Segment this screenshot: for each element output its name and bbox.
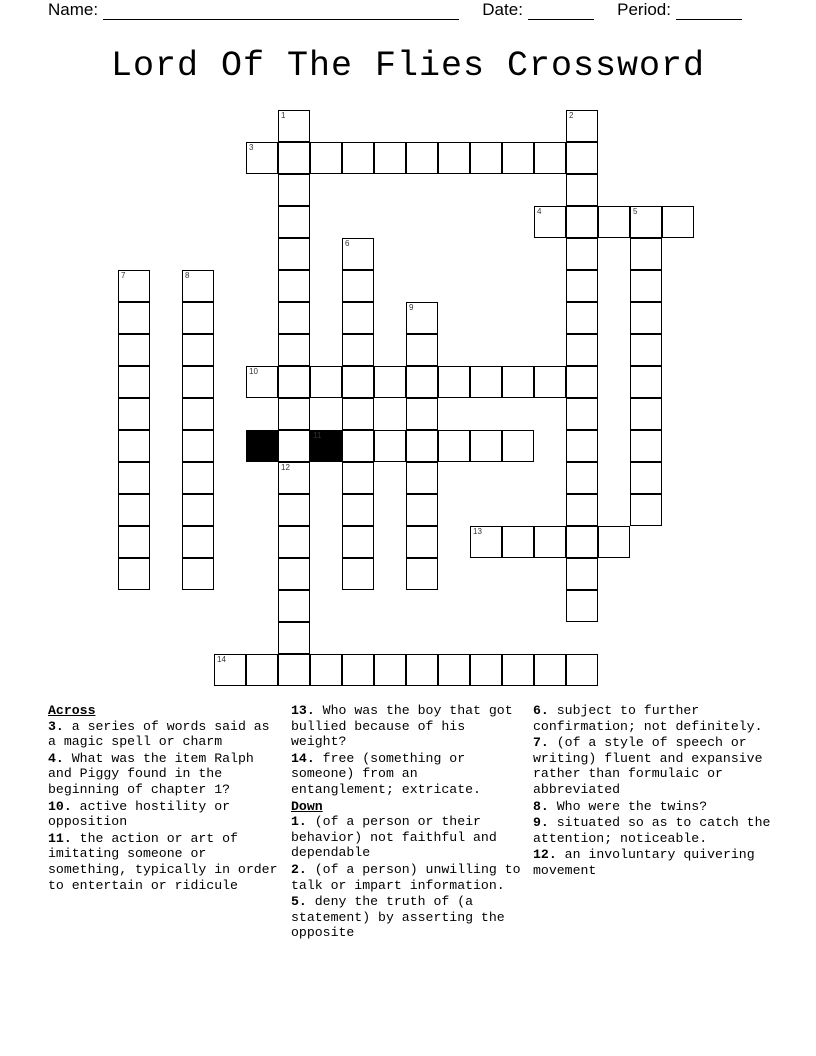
grid-cell[interactable] (342, 430, 374, 462)
grid-cell[interactable] (598, 206, 630, 238)
grid-cell[interactable] (630, 334, 662, 366)
name-label: Name: (48, 0, 99, 19)
clue-down-1: 1. (of a person or their behavior) not faithful and dependable (291, 814, 497, 861)
grid-cell[interactable] (630, 206, 662, 238)
clue-down-6: 6. subject to further confirmation; not definitely. (533, 703, 763, 734)
grid-cell[interactable] (566, 462, 598, 494)
grid-cell[interactable] (342, 398, 374, 430)
grid-cell[interactable] (278, 334, 310, 366)
grid-cell[interactable] (502, 430, 534, 462)
grid-cell[interactable] (278, 494, 310, 526)
grid-cell[interactable] (502, 142, 534, 174)
grid-cell[interactable] (406, 494, 438, 526)
clue-number-label: 8 (185, 271, 190, 280)
grid-cell[interactable] (406, 334, 438, 366)
period-label: Period: (617, 0, 671, 19)
grid-cell[interactable] (630, 430, 662, 462)
grid-cell[interactable] (118, 462, 150, 494)
grid-cell[interactable] (566, 558, 598, 590)
grid-cell[interactable] (278, 622, 310, 654)
grid-cell[interactable] (118, 334, 150, 366)
grid-cell[interactable] (342, 654, 374, 686)
grid-cell[interactable] (438, 366, 470, 398)
clue-across-13: 13. Who was the boy that got bullied because of his weight? (291, 703, 513, 750)
grid-cell[interactable] (374, 142, 406, 174)
down-heading: Down (291, 798, 323, 814)
grid-cell[interactable] (118, 494, 150, 526)
grid-cell[interactable] (406, 430, 438, 462)
grid-cell[interactable] (342, 270, 374, 302)
clue-number-label: 6 (345, 239, 350, 248)
grid-cell[interactable] (374, 430, 406, 462)
grid-cell[interactable] (566, 270, 598, 302)
grid-cell[interactable] (118, 430, 150, 462)
page-title: Lord Of The Flies Crossword (110, 46, 706, 86)
grid-cell[interactable] (374, 654, 406, 686)
grid-cell[interactable] (310, 366, 342, 398)
grid-cell[interactable] (534, 654, 566, 686)
grid-cell[interactable] (118, 366, 150, 398)
grid-cell[interactable] (310, 654, 342, 686)
grid-cell[interactable] (374, 366, 406, 398)
clue-down-2: 2. (of a person) unwilling to talk or impart information. (291, 861, 521, 893)
grid-cell[interactable] (566, 590, 598, 622)
clues-column-2 (291, 703, 527, 957)
grid-cell[interactable] (502, 366, 534, 398)
clue-number-label: 5 (633, 207, 638, 216)
grid-cell[interactable] (630, 302, 662, 334)
grid-cell[interactable] (118, 526, 150, 558)
grid-cell[interactable] (182, 558, 214, 590)
clue-number-label: 9 (409, 303, 414, 312)
grid-cell[interactable] (630, 238, 662, 270)
grid-cell[interactable] (630, 366, 662, 398)
grid-cell[interactable] (566, 142, 598, 174)
clue-down-5: 5. deny the truth of (a statement) by asserting the opposite (291, 894, 505, 941)
grid-cell[interactable] (118, 398, 150, 430)
grid-cell[interactable] (566, 302, 598, 334)
grid-cell[interactable] (182, 270, 214, 302)
grid-cell[interactable] (406, 654, 438, 686)
grid-cell[interactable] (182, 526, 214, 558)
grid-cell[interactable] (278, 142, 310, 174)
grid-cell[interactable] (182, 334, 214, 366)
clues-column-3 (533, 703, 773, 880)
grid-cell[interactable] (534, 526, 566, 558)
clue-across-11: 11. the action or art of imitating someone or something, typically in order to entertain or ridicule (48, 830, 278, 893)
clue-number-label: 3 (249, 143, 254, 152)
grid-cell[interactable] (118, 558, 150, 590)
grid-cell[interactable] (182, 494, 214, 526)
grid-cell[interactable] (438, 654, 470, 686)
clue-down-7: 7. (of a style of speech or writing) fluent and expansive rather than formulaic or abbreviated (533, 735, 763, 797)
clue-number-label: 4 (537, 207, 542, 216)
grid-cell[interactable] (630, 270, 662, 302)
grid-cell[interactable] (246, 366, 278, 398)
clue-across-4: 4. What was the item Ralph and Piggy found in the beginning of chapter 1? (48, 750, 254, 797)
grid-cell[interactable] (406, 526, 438, 558)
grid-cell[interactable] (342, 366, 374, 398)
grid-cell[interactable] (566, 174, 598, 206)
grid-cell[interactable] (470, 366, 502, 398)
clue-down-12: 12. an involuntary quivering movement (533, 847, 755, 878)
grid-cell[interactable] (406, 558, 438, 590)
grid-cell[interactable] (438, 430, 470, 462)
clues-column-1 (48, 703, 284, 894)
grid-block (310, 430, 342, 462)
clue-number-label: 11 (313, 431, 322, 440)
grid-cell[interactable] (534, 142, 566, 174)
grid-cell[interactable] (630, 494, 662, 526)
grid-cell[interactable] (470, 654, 502, 686)
across-heading: Across (48, 703, 96, 718)
grid-cell[interactable] (278, 302, 310, 334)
grid-cell[interactable] (342, 334, 374, 366)
grid-cell[interactable] (342, 462, 374, 494)
grid-cell[interactable] (598, 526, 630, 558)
grid-cell[interactable] (278, 526, 310, 558)
grid-cell[interactable] (182, 398, 214, 430)
grid-cell[interactable] (342, 238, 374, 270)
grid-cell[interactable] (246, 142, 278, 174)
grid-cell[interactable] (406, 462, 438, 494)
grid-cell[interactable] (406, 302, 438, 334)
grid-cell[interactable] (278, 270, 310, 302)
grid-cell[interactable] (278, 558, 310, 590)
grid-cell[interactable] (406, 398, 438, 430)
grid-cell[interactable] (118, 270, 150, 302)
clue-down-9: 9. situated so as to catch the attention; noticeable. (533, 815, 771, 846)
grid-cell[interactable] (278, 206, 310, 238)
clue-across-3: 3. a series of words said as a magic spell or charm (48, 718, 270, 750)
grid-cell[interactable] (182, 430, 214, 462)
grid-cell[interactable] (534, 366, 566, 398)
grid-block (246, 430, 278, 462)
grid-cell[interactable] (566, 334, 598, 366)
grid-cell[interactable] (278, 430, 310, 462)
grid-cell[interactable] (278, 110, 310, 142)
grid-cell[interactable] (278, 366, 310, 398)
grid-cell[interactable] (502, 654, 534, 686)
grid-cell[interactable] (534, 206, 566, 238)
grid-cell[interactable] (246, 654, 278, 686)
grid-cell[interactable] (502, 526, 534, 558)
grid-cell[interactable] (118, 302, 150, 334)
grid-cell[interactable] (278, 654, 310, 686)
clue-number-label: 10 (249, 367, 258, 376)
grid-cell[interactable] (406, 366, 438, 398)
grid-cell[interactable] (406, 142, 438, 174)
grid-cell[interactable] (630, 398, 662, 430)
grid-cell[interactable] (566, 206, 598, 238)
grid-cell[interactable] (438, 142, 470, 174)
grid-cell[interactable] (278, 590, 310, 622)
grid-cell[interactable] (342, 494, 374, 526)
grid-cell[interactable] (470, 430, 502, 462)
clue-down-8: 8. Who were the twins? (533, 798, 708, 814)
grid-cell[interactable] (182, 302, 214, 334)
grid-cell[interactable] (566, 366, 598, 398)
grid-cell[interactable] (566, 430, 598, 462)
grid-cell[interactable] (566, 238, 598, 270)
clue-across-14: 14. free (something or someone) from an entanglement; extricate. (291, 750, 481, 797)
grid-cell[interactable] (310, 142, 342, 174)
clue-across-10: 10. active hostility or opposition (48, 798, 231, 830)
grid-cell[interactable] (278, 398, 310, 430)
clue-number-label: 7 (121, 271, 126, 280)
grid-cell[interactable] (278, 238, 310, 270)
grid-cell[interactable] (566, 398, 598, 430)
grid-cell[interactable] (278, 462, 310, 494)
grid-cell[interactable] (182, 462, 214, 494)
grid-cell[interactable] (630, 462, 662, 494)
clue-number-label: 1 (281, 111, 286, 120)
clue-number-label: 2 (569, 111, 574, 120)
clue-number-label: 14 (217, 655, 226, 664)
clue-number-label: 13 (473, 527, 482, 536)
grid-cell[interactable] (214, 654, 246, 686)
grid-cell[interactable] (566, 110, 598, 142)
grid-cell[interactable] (566, 526, 598, 558)
grid-cell[interactable] (342, 558, 374, 590)
grid-cell[interactable] (470, 526, 502, 558)
grid-cell[interactable] (342, 302, 374, 334)
clue-number-label: 12 (281, 463, 290, 472)
grid-cell[interactable] (470, 142, 502, 174)
grid-cell[interactable] (566, 654, 598, 686)
grid-cell[interactable] (566, 494, 598, 526)
date-label: Date: (482, 0, 523, 19)
grid-cell[interactable] (662, 206, 694, 238)
grid-cell[interactable] (278, 174, 310, 206)
grid-cell[interactable] (182, 366, 214, 398)
grid-cell[interactable] (342, 142, 374, 174)
grid-cell[interactable] (342, 526, 374, 558)
